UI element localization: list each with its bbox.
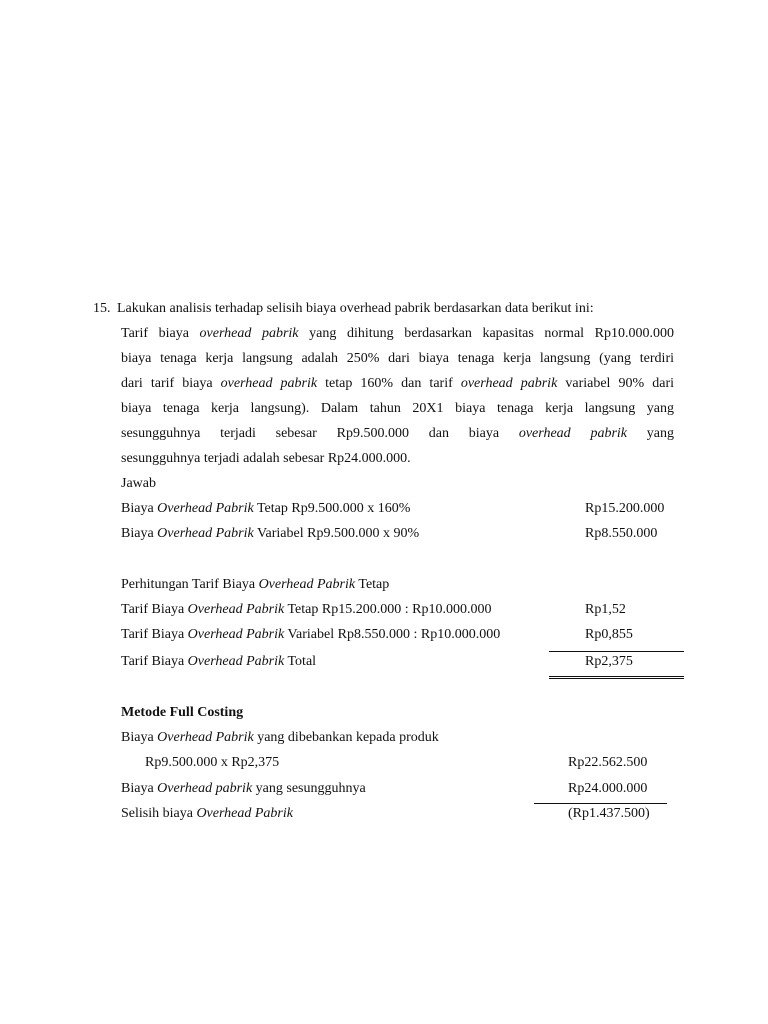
difference-rule — [534, 803, 667, 804]
question-prompt: Lakukan analisis terhadap selisih biaya overhead pabrik berdasarkan data berikut ini: — [117, 301, 594, 316]
tarif-total-label: Tarif Biaya Overhead Pabrik Total — [121, 654, 317, 669]
charged-overhead-value: Rp22.562.500 — [568, 755, 648, 770]
paragraph-line-4: biaya tenaga kerja langsung). Dalam tahun 20X1 biaya tenaga kerja langsung yang — [121, 401, 674, 416]
difference-value: (Rp1.437.500) — [568, 806, 650, 821]
variable-overhead-value: Rp8.550.000 — [585, 526, 658, 541]
difference-label: Selisih biaya Overhead Pabrik — [121, 806, 293, 821]
variable-overhead-label: Biaya Overhead Pabrik Variabel Rp9.500.000 x 90% — [121, 526, 420, 541]
fixed-overhead-label: Biaya Overhead Pabrik Tetap Rp9.500.000 x 160% — [121, 501, 411, 516]
paragraph-line-6: sesungguhnya terjadi adalah sebesar Rp24.000.000. — [121, 451, 411, 466]
full-costing-heading: Metode Full Costing — [121, 705, 244, 720]
total-double-rule-bottom — [549, 678, 684, 679]
tarif-variable-value: Rp0,855 — [585, 627, 633, 642]
tarif-fixed-value: Rp1,52 — [585, 602, 626, 617]
tarif-total-value: Rp2,375 — [585, 654, 633, 669]
answer-label: Jawab — [121, 476, 156, 491]
actual-overhead-value: Rp24.000.000 — [568, 781, 648, 796]
actual-overhead-label: Biaya Overhead pabrik yang sesungguhnya — [121, 781, 366, 796]
charged-overhead-calc: Rp9.500.000 x Rp2,375 — [145, 755, 280, 770]
tarif-fixed-label: Tarif Biaya Overhead Pabrik Tetap Rp15.200.000 : Rp10.000.000 — [121, 602, 492, 617]
sum-rule — [549, 651, 684, 652]
paragraph-line-2: biaya tenaga kerja langsung adalah 250% dari biaya tenaga kerja langsung (yang terdiri — [121, 351, 674, 366]
paragraph-line-1: Tarif biaya overhead pabrik yang dihitung berdasarkan kapasitas normal Rp10.000.000 — [121, 326, 674, 341]
paragraph-line-3: dari tarif biaya overhead pabrik tetap 160% dan tarif overhead pabrik variabel 90% dari — [121, 376, 675, 391]
question-number: 15. — [93, 301, 111, 316]
tarif-heading: Perhitungan Tarif Biaya Overhead Pabrik Tetap — [121, 577, 390, 592]
charged-overhead-label: Biaya Overhead Pabrik yang dibebankan kepada produk — [121, 730, 439, 745]
total-double-rule-top — [549, 676, 684, 677]
paragraph-line-5: sesungguhnya terjadi sebesar Rp9.500.000 dan biaya overhead pabrik yang — [121, 426, 674, 441]
tarif-variable-label: Tarif Biaya Overhead Pabrik Variabel Rp8.550.000 : Rp10.000.000 — [121, 627, 501, 642]
fixed-overhead-value: Rp15.200.000 — [585, 501, 665, 516]
